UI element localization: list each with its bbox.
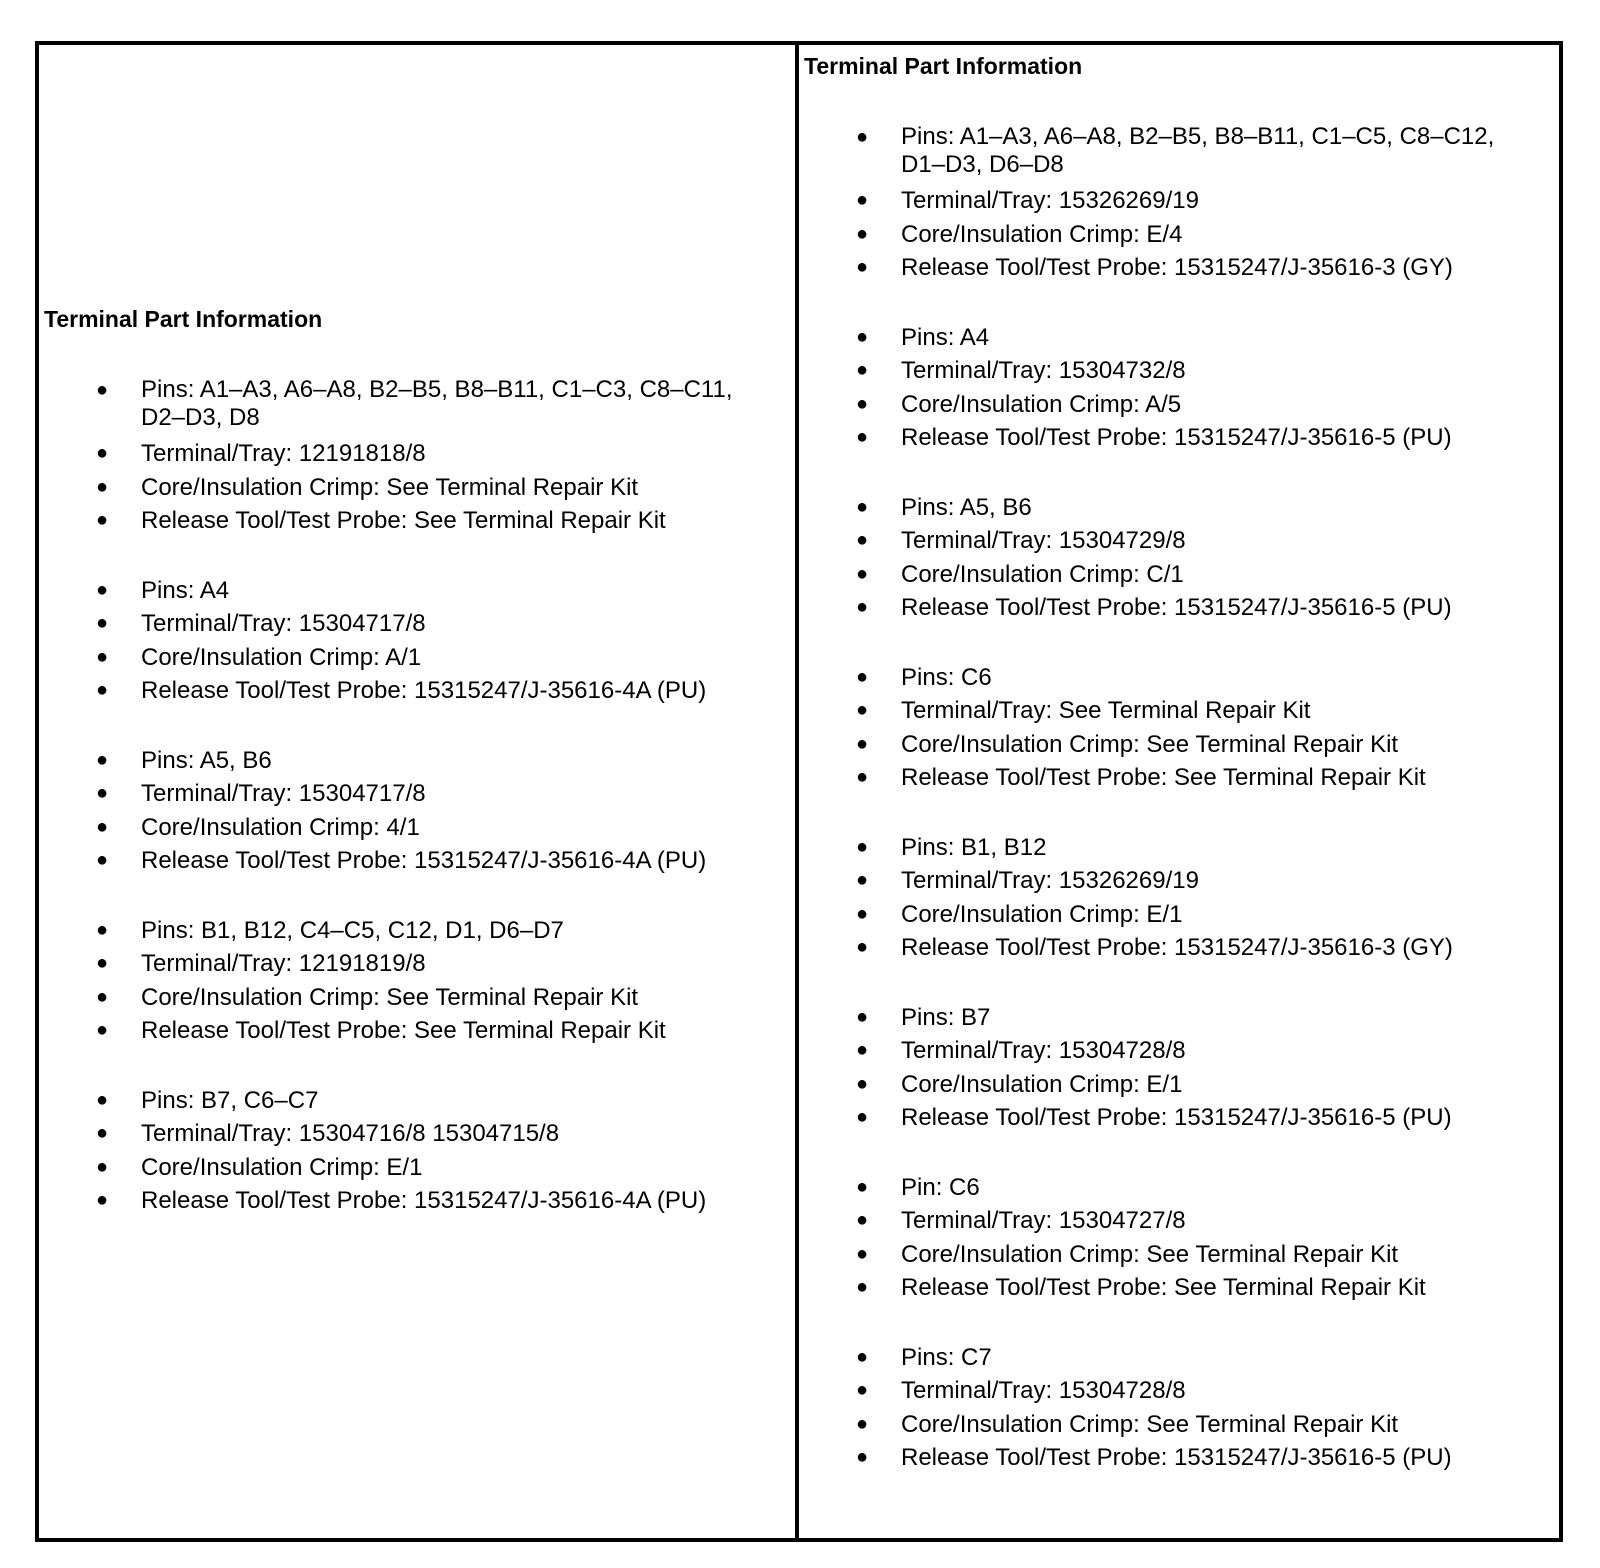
pins-item: ● Pins: B1, B12, C4–C5, C12, D1, D6–D7: [39, 914, 795, 948]
left-column: [39, 45, 795, 1538]
release-item: ● Release Tool/Test Probe: See Terminal Repair Kit: [39, 504, 795, 538]
left-groups: [39, 376, 795, 1254]
bullet-icon: ●: [96, 952, 109, 974]
bullet-icon: ●: [96, 442, 109, 464]
terminal-group: [39, 1084, 795, 1218]
terminal-group: [799, 491, 1559, 625]
bullet-icon: ●: [96, 379, 109, 401]
bullet-icon: ●: [96, 645, 109, 668]
bullet-icon: ●: [856, 189, 869, 211]
pins-item: ● Pins: A4: [39, 574, 795, 608]
bullet-icon: ●: [856, 1345, 869, 1368]
right-groups: [799, 123, 1559, 1511]
crimp-item: ● Core/Insulation Crimp: See Terminal Repair Kit: [39, 471, 795, 505]
crimp-item: ● Core/Insulation Crimp: E/1: [39, 1151, 795, 1185]
bullet-icon: ●: [96, 679, 109, 701]
bullet-icon: ●: [856, 392, 869, 415]
terminal-group: [799, 831, 1559, 965]
bullet-icon: ●: [856, 596, 869, 618]
terminal-group: [799, 123, 1559, 285]
bullet-icon: ●: [856, 699, 869, 721]
bullet-icon: ●: [856, 1446, 869, 1468]
crimp-item: ● Core/Insulation Crimp: See Terminal Repair Kit: [799, 728, 1559, 762]
bullet-icon: ●: [856, 126, 869, 148]
pins-item: ● Pins: C6: [799, 661, 1559, 695]
crimp-item: ● Core/Insulation Crimp: See Terminal Repair Kit: [799, 1408, 1559, 1442]
bullet-icon: ●: [856, 732, 869, 755]
bullet-icon: ●: [96, 475, 109, 498]
terminal-group: [799, 321, 1559, 455]
pins-item: ● Pin: C6: [799, 1171, 1559, 1205]
bullet-icon: ●: [856, 936, 869, 958]
crimp-item: ● Core/Insulation Crimp: 4/1: [39, 811, 795, 845]
pins-item: ● Pins: A4: [799, 321, 1559, 355]
bullet-icon: ●: [856, 359, 869, 381]
bullet-icon: ●: [856, 1379, 869, 1401]
crimp-item: ● Core/Insulation Crimp: E/1: [799, 898, 1559, 932]
crimp-item: ● Core/Insulation Crimp: E/4: [799, 218, 1559, 252]
terminal-item: ● Terminal/Tray: 12191819/8: [39, 947, 795, 981]
release-item: ● Release Tool/Test Probe: 15315247/J-35616-4A (PU): [39, 844, 795, 878]
terminal-item: ● Terminal/Tray: 15304717/8: [39, 607, 795, 641]
release-item: ● Release Tool/Test Probe: 15315247/J-35616-4A (PU): [39, 1184, 795, 1218]
right-column: [799, 45, 1559, 1538]
terminal-group: [39, 574, 795, 708]
bullet-icon: ●: [856, 495, 869, 518]
bullet-icon: ●: [96, 509, 109, 531]
terminal-group: [39, 744, 795, 878]
bullet-icon: ●: [856, 766, 869, 788]
crimp-item: ● Core/Insulation Crimp: E/1: [799, 1068, 1559, 1102]
bullet-icon: ●: [856, 902, 869, 925]
pins-item: ● Pins: B1, B12: [799, 831, 1559, 865]
bullet-icon: ●: [856, 665, 869, 688]
terminal-group: [799, 1171, 1559, 1305]
bullet-icon: ●: [856, 325, 869, 348]
pins-item: ● Pins: C7: [799, 1341, 1559, 1375]
pins-item: ● Pins: A5, B6: [799, 491, 1559, 525]
bullet-icon: ●: [856, 869, 869, 891]
terminal-item: ● Terminal/Tray: 15326269/19: [799, 184, 1559, 218]
release-item: ● Release Tool/Test Probe: 15315247/J-35616-3 (GY): [799, 251, 1559, 285]
crimp-item: ● Core/Insulation Crimp: A/5: [799, 388, 1559, 422]
bullet-icon: ●: [96, 1155, 109, 1178]
release-item: ● Release Tool/Test Probe: 15315247/J-35616-5 (PU): [799, 1441, 1559, 1475]
terminal-group: [799, 1001, 1559, 1135]
right-heading: Terminal Part Information: [804, 53, 1083, 79]
release-item: ● Release Tool/Test Probe: See Terminal Repair Kit: [799, 761, 1559, 795]
bullet-icon: ●: [856, 256, 869, 278]
release-item: ● Release Tool/Test Probe: 15315247/J-35616-4A (PU): [39, 674, 795, 708]
bullet-icon: ●: [856, 426, 869, 448]
terminal-group: [39, 376, 795, 538]
release-item: ● Release Tool/Test Probe: 15315247/J-35616-5 (PU): [799, 421, 1559, 455]
pins-item: ● Pins: B7, C6–C7: [39, 1084, 795, 1118]
bullet-icon: ●: [856, 1175, 869, 1198]
bullet-icon: ●: [856, 222, 869, 245]
crimp-item: ● Core/Insulation Crimp: See Terminal Repair Kit: [799, 1238, 1559, 1272]
bullet-icon: ●: [856, 529, 869, 551]
bullet-icon: ●: [96, 782, 109, 804]
terminal-item: ● Terminal/Tray: 15326269/19: [799, 864, 1559, 898]
bullet-icon: ●: [856, 1005, 869, 1028]
crimp-item: ● Core/Insulation Crimp: See Terminal Repair Kit: [39, 981, 795, 1015]
bullet-icon: ●: [856, 1209, 869, 1231]
bullet-icon: ●: [96, 578, 109, 601]
bullet-icon: ●: [96, 918, 109, 941]
bullet-icon: ●: [856, 1242, 869, 1265]
bullet-icon: ●: [856, 1412, 869, 1435]
terminal-item: ● Terminal/Tray: 15304727/8: [799, 1204, 1559, 1238]
bullet-icon: ●: [96, 1019, 109, 1041]
crimp-item: ● Core/Insulation Crimp: C/1: [799, 558, 1559, 592]
terminal-item: ● Terminal/Tray: See Terminal Repair Kit: [799, 694, 1559, 728]
bullet-icon: ●: [96, 849, 109, 871]
bullet-icon: ●: [856, 562, 869, 585]
left-heading: Terminal Part Information: [44, 306, 323, 332]
bullet-icon: ●: [856, 1072, 869, 1095]
terminal-item: ● Terminal/Tray: 15304716/8 15304715/8: [39, 1117, 795, 1151]
terminal-item: ● Terminal/Tray: 15304728/8: [799, 1034, 1559, 1068]
bullet-icon: ●: [856, 1039, 869, 1061]
pins-item: ● Pins: A5, B6: [39, 744, 795, 778]
terminal-item: ● Terminal/Tray: 15304717/8: [39, 777, 795, 811]
release-item: ● Release Tool/Test Probe: 15315247/J-35616-5 (PU): [799, 1101, 1559, 1135]
bullet-icon: ●: [856, 835, 869, 858]
pins-item: ● Pins: B7: [799, 1001, 1559, 1035]
terminal-item: ● Terminal/Tray: 15304732/8: [799, 354, 1559, 388]
terminal-info-table: [35, 41, 1563, 1542]
bullet-icon: ●: [96, 748, 109, 771]
release-item: ● Release Tool/Test Probe: 15315247/J-35616-5 (PU): [799, 591, 1559, 625]
bullet-icon: ●: [96, 985, 109, 1008]
release-item: ● Release Tool/Test Probe: See Terminal Repair Kit: [39, 1014, 795, 1048]
bullet-icon: ●: [96, 1088, 109, 1111]
bullet-icon: ●: [96, 1122, 109, 1144]
pins-item: ● Pins: A1–A3, A6–A8, B2–B5, B8–B11, C1–C3, C8–C11, D2–D3, D8: [96, 376, 733, 431]
release-item: ● Release Tool/Test Probe: 15315247/J-35616-3 (GY): [799, 931, 1559, 965]
terminal-item: ● Terminal/Tray: 15304729/8: [799, 524, 1559, 558]
pins-item: ● Pins: A1–A3, A6–A8, B2–B5, B8–B11, C1–C5, C8–C12, D1–D3, D6–D8: [856, 123, 1495, 178]
bullet-icon: ●: [856, 1106, 869, 1128]
crimp-item: ● Core/Insulation Crimp: A/1: [39, 641, 795, 675]
terminal-item: ● Terminal/Tray: 15304728/8: [799, 1374, 1559, 1408]
terminal-item: ● Terminal/Tray: 12191818/8: [39, 437, 795, 471]
bullet-icon: ●: [96, 815, 109, 838]
terminal-group: [799, 1341, 1559, 1475]
terminal-group: [39, 914, 795, 1048]
release-item: ● Release Tool/Test Probe: See Terminal Repair Kit: [799, 1271, 1559, 1305]
bullet-icon: ●: [96, 1189, 109, 1211]
bullet-icon: ●: [856, 1276, 869, 1298]
bullet-icon: ●: [96, 612, 109, 634]
terminal-group: [799, 661, 1559, 795]
